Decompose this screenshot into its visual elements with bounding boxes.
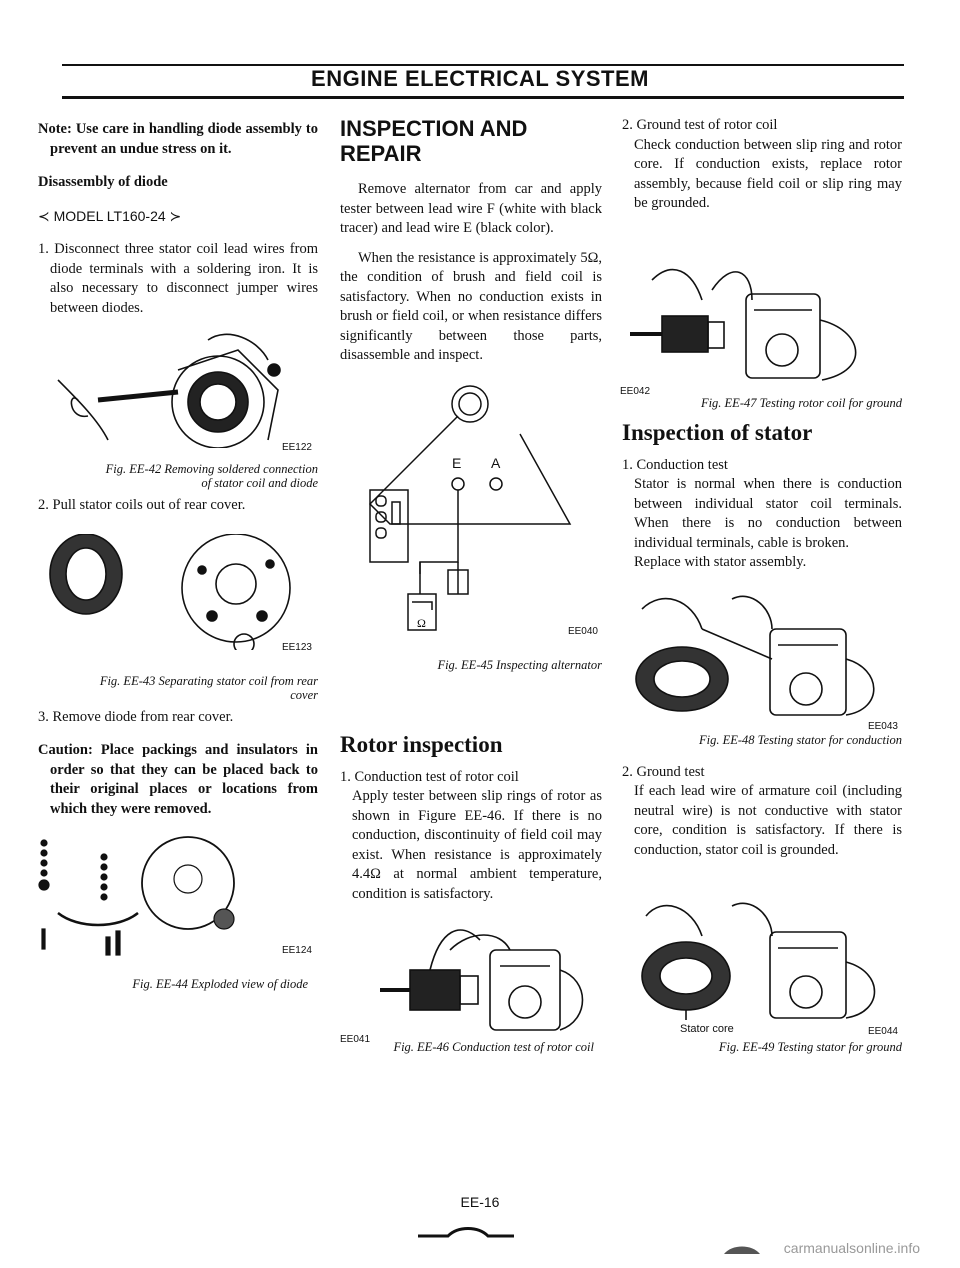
fig-ee42-caption: Fig. EE-42 Removing soldered connection of stator coil and diode bbox=[105, 462, 318, 490]
step-2-text: 2. Pull stator coils out of rear cover. bbox=[38, 497, 246, 513]
para-remove-alternator: Remove alternator from car and apply tester between lead wire F (white with black tracer) and lead wire E (black color). bbox=[340, 181, 602, 236]
rotor-step-1-body: Apply tester between slip rings of rotor as shown in Figure EE-46. If there is no conduction, discontinuity of field coil may exist. When resistance is approximately 4.4Ω at normal ambient temperature, condition is satisfactory. bbox=[352, 788, 602, 902]
caution-text: Caution: Place packings and insulators in order so that they can be placed back to their original places or locations from which they were removed. bbox=[38, 742, 318, 817]
figure-ee45 bbox=[340, 384, 602, 644]
column-left bbox=[38, 110, 318, 991]
fig-ee44-code: EE124 bbox=[281, 945, 312, 956]
figure-ee49 bbox=[622, 896, 902, 1037]
figure-ee43 bbox=[38, 534, 318, 653]
figure-ee48 bbox=[622, 589, 902, 732]
rotor-inspection-heading: Rotor inspection bbox=[340, 731, 503, 757]
step-1-text: 1. Disconnect three stator coil lead wires from diode terminals with a soldering iron. It is also necessary to disconnect jumper wires between diodes. bbox=[38, 241, 318, 316]
stator-core-label: Stator core bbox=[680, 1023, 734, 1035]
stator-step-2-body: If each lead wire of armature coil (including neutral wire) is not conductive with stator core, condition is satisfactory. If there is conduction, stator coil is grounded. bbox=[634, 783, 902, 858]
fig-ee45-caption: Fig. EE-45 Inspecting alternator bbox=[437, 657, 602, 672]
figure-ee46 bbox=[340, 920, 602, 1045]
fig-ee49-caption: Fig. EE-49 Testing stator for ground bbox=[718, 1040, 902, 1054]
stator-step-1-body: Stator is normal when there is conduction between individual stator coil terminals. When there is no conduction between individual terminals, cable is broken. bbox=[634, 476, 902, 551]
watermark-logo-icon bbox=[722, 1242, 762, 1256]
para-resistance: When the resistance is approximately 5Ω, the condition of brush and field coil is satisfactory. When no conduction exists in brush or field coil, or when resistance differs significantly between those parts, disassemble and inspect. bbox=[340, 249, 602, 363]
stator-conduction-illustration bbox=[622, 589, 902, 721]
stator-separation-illustration bbox=[38, 534, 318, 650]
rotor-conduction-illustration bbox=[340, 920, 602, 1038]
fig-ee43-code: EE123 bbox=[281, 641, 312, 653]
fig-ee43-caption: Fig. EE-43 Separating stator coil from rear cover bbox=[99, 673, 318, 702]
rotor-step-1-title: 1. Conduction test of rotor coil bbox=[340, 768, 519, 785]
fig-ee46-code: EE041 bbox=[340, 1034, 371, 1045]
fig-ee47-caption: Fig. EE-47 Testing rotor coil for ground bbox=[700, 395, 902, 410]
fig-ee45-code: EE040 bbox=[567, 625, 598, 637]
figure-ee42 bbox=[38, 330, 318, 453]
ground-test-rotor-body: Check conduction between slip ring and rotor core. If conduction exists, replace rotor assembly, because field coil or slip ring may be grounded. bbox=[634, 136, 902, 211]
column-middle bbox=[340, 110, 602, 1054]
model-line: ≺ MODEL LT160-24 ≻ bbox=[38, 207, 182, 224]
stator-ground-illustration bbox=[622, 896, 902, 1026]
fig-ee46-caption: Fig. EE-46 Conduction test of rotor coil bbox=[393, 1040, 594, 1054]
footer-decorative-mark bbox=[418, 1226, 514, 1240]
terminal-a-label: A bbox=[491, 454, 501, 471]
rotor-ground-illustration bbox=[622, 250, 902, 384]
page-number: EE-16 bbox=[460, 1194, 500, 1210]
ground-test-rotor-title: 2. Ground test of rotor coil bbox=[622, 117, 778, 133]
stator-step-2-title: 2. Ground test bbox=[622, 763, 705, 780]
removing-solder-illustration bbox=[38, 330, 318, 448]
terminal-e-label: E bbox=[452, 454, 462, 471]
fig-ee47-code: EE042 bbox=[620, 385, 651, 397]
fig-ee48-code: EE043 bbox=[867, 720, 898, 732]
fig-ee44-caption: Fig. EE-44 Exploded view of diode bbox=[132, 977, 308, 991]
watermark-text: carmanualsonline.info bbox=[783, 1240, 920, 1256]
stator-step-1-title: 1. Conduction test bbox=[622, 456, 728, 473]
inspection-stator-heading: Inspection of stator bbox=[622, 419, 813, 445]
diode-exploded-illustration bbox=[38, 833, 318, 957]
ohm-symbol: Ω bbox=[417, 615, 426, 630]
note-text: Note: Use care in handling diode assembly to prevent an undue stress on it. bbox=[38, 121, 318, 157]
column-right bbox=[622, 110, 902, 1054]
page-header-title: ENGINE ELECTRICAL SYSTEM bbox=[311, 66, 649, 91]
disassembly-heading: Disassembly of diode bbox=[38, 174, 168, 190]
inspection-repair-heading: INSPECTION AND REPAIR bbox=[340, 116, 528, 166]
fig-ee49-code: EE044 bbox=[867, 1026, 898, 1037]
stator-replace-text: Replace with stator assembly. bbox=[634, 554, 807, 570]
fig-ee42-code: EE122 bbox=[281, 442, 312, 453]
header-rule-bottom bbox=[62, 96, 904, 99]
figure-ee44 bbox=[38, 833, 318, 957]
fig-ee48-caption: Fig. EE-48 Testing stator for conduction bbox=[698, 732, 902, 747]
figure-ee47 bbox=[620, 250, 902, 397]
alternator-test-diagram bbox=[340, 384, 602, 644]
step-3-text: 3. Remove diode from rear cover. bbox=[38, 708, 234, 725]
